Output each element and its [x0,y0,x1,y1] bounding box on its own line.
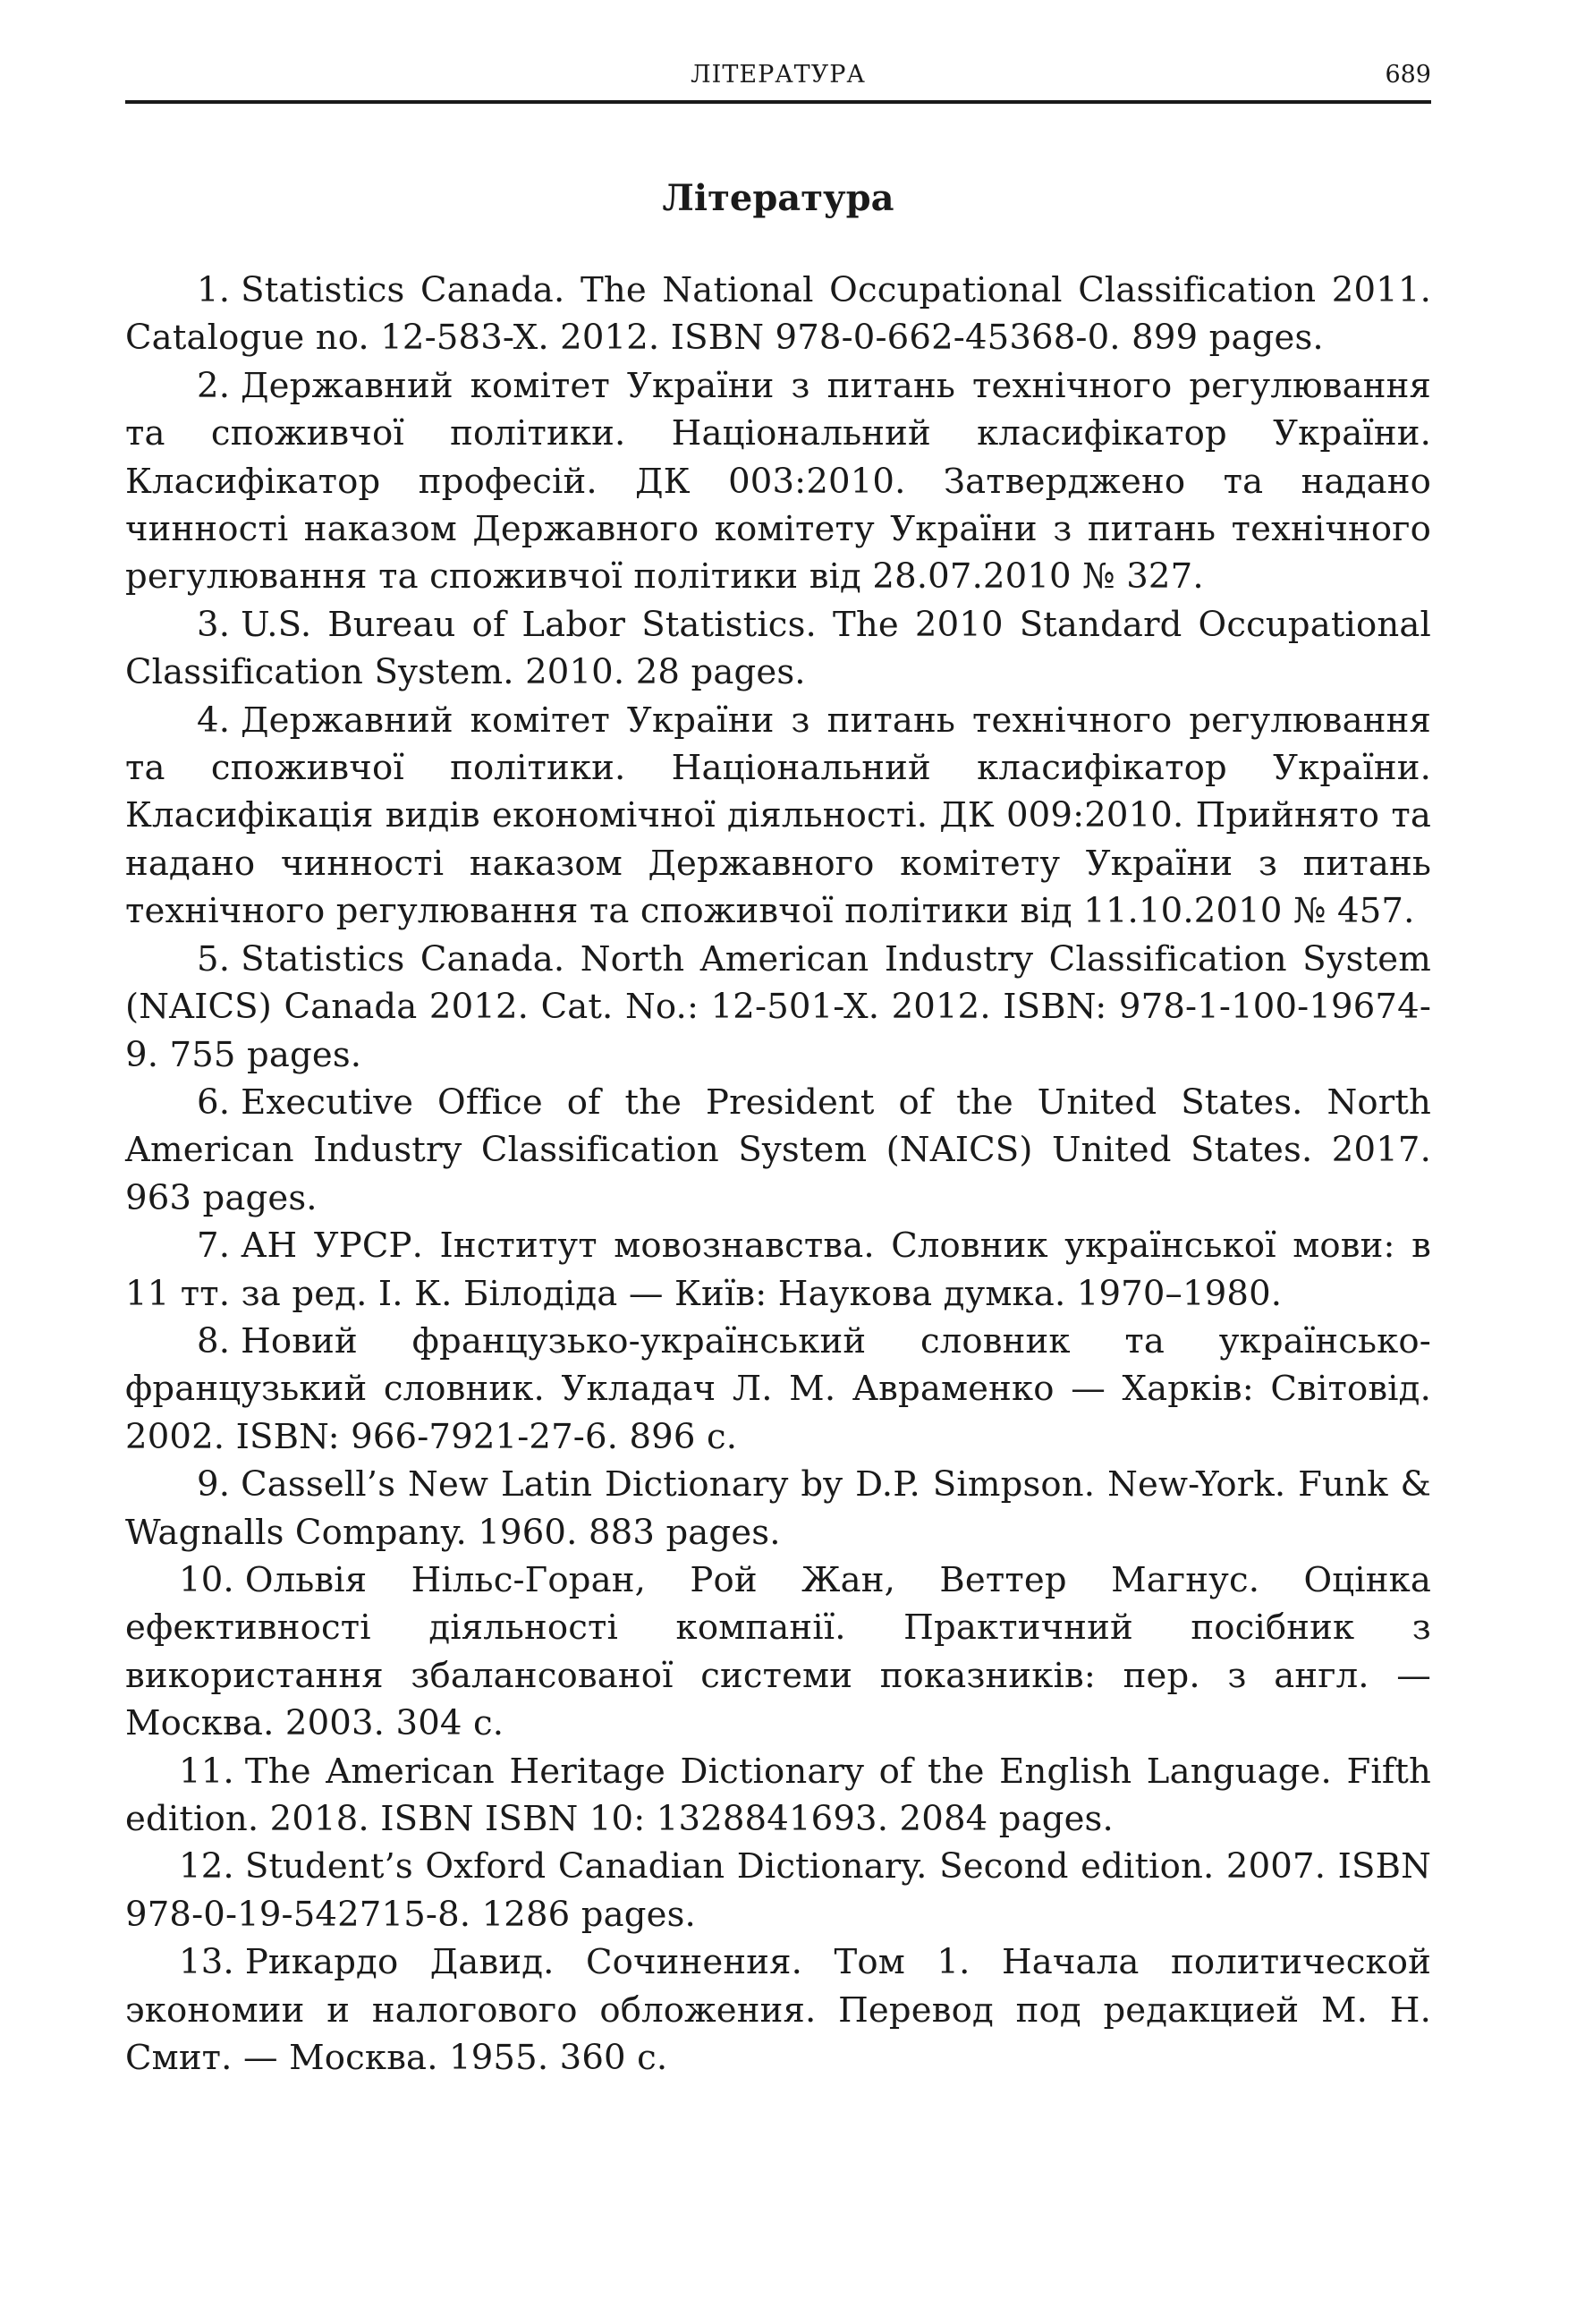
reference-number: 6. [197,1081,231,1123]
reference-item [125,1079,1431,1222]
document-page [125,0,1431,2324]
reference-item [125,1843,1431,1938]
reference-item [125,1318,1431,1461]
reference-number: 11. [179,1751,234,1792]
reference-text: U.S. Bureau of Labor Statistics. The 2010 Standard Occupational Classification System. 2010. 28 pages. [125,604,1431,693]
reference-list [125,267,1431,2082]
reference-number: 12. [179,1846,234,1887]
reference-number: 8. [197,1320,231,1361]
reference-text: АН УРСР. Інститут мовознавства. Словник української мови: в 11 тт. за ред. І. К. Білодіда — Київ: Наукова думка. 1970–1980. [125,1226,1431,1314]
reference-item [125,362,1431,601]
running-head-title: ЛІТЕРАТУРА [691,61,866,89]
reference-text: Executive Office of the President of the United States. North American Industry Classification System (NAICS) United States. 2017. 963 pages. [125,1081,1431,1218]
reference-text: Державний комітет України з питань технічного регулювання та споживчої політики. Національний класифікатор України. Класифікація видів економічної діяльності. ДК 009:2010. Прийнято та надано чинності наказом Державного комітету України з питань технічного регулювання та споживчої політики від 11.10.2010 № 457. [125,700,1431,932]
reference-item [125,936,1431,1079]
reference-text: Новий французько-український словник та українсько-французький словник. Укладач Л. М. Авраменко — Харків: Світовід. 2002. ISBN: 966-7921-27-6. 896 с. [125,1320,1431,1457]
reference-text: Рикардо Давид. Сочинения. Том 1. Начала политической экономии и налогового обложения. Перевод под редакцией М. Н. Смит. — Москва. 1955. 360 с. [125,1942,1431,2079]
reference-item [125,1748,1431,1844]
reference-text: Державний комітет України з питань технічного регулювання та споживчої політики. Національний класифікатор України. Класифікатор професій. ДК 003:2010. Затверджено та надано чинності наказом Державного комітету України з питань технічного регулювання та споживчої політики від 28.07.2010 № 327. [125,365,1431,598]
reference-number: 10. [179,1559,234,1600]
reference-number: 3. [197,604,231,645]
reference-number: 4. [197,700,231,741]
running-head [125,61,1431,100]
reference-number: 7. [197,1226,231,1267]
section-heading: Література [662,177,894,219]
reference-number: 9. [197,1464,231,1506]
reference-text: Statistics Canada. The National Occupational Classification 2011. Catalogue no. 12-583-X. 2012. ISBN 978-0-662-45368-0. 899 pages. [125,270,1431,359]
header-rule [125,100,1431,104]
reference-item [125,267,1431,362]
reference-text: The American Heritage Dictionary of the English Language. Fifth edition. 2018. ISBN ISBN 10: 1328841693. 2084 pages. [125,1751,1431,1839]
reference-number: 1. [197,270,231,310]
reference-text: Ольвія Нільс-Горан, Рой Жан, Веттер Магнус. Оцінка ефективності діяльності компанії. Практичний посібник з використання збалансованої системи показників: пер. з англ. — Москва. 2003. 304 с. [125,1559,1431,1744]
reference-number: 13. [179,1942,234,1983]
page-number: 689 [1385,61,1431,89]
reference-item [125,697,1431,936]
reference-number: 2. [197,365,231,406]
reference-text: Statistics Canada. North American Industry Classification System (NAICS) Canada 2012. Cat. No.: 12-501-X. 2012. ISBN: 978-1-100-19674-9. 755 pages. [125,938,1431,1075]
reference-item [125,601,1431,697]
reference-item [125,1556,1431,1748]
reference-item [125,1938,1431,2082]
reference-text: Student’s Oxford Canadian Dictionary. Second edition. 2007. ISBN 978-0-19-542715-8. 1286 pages. [125,1846,1431,1935]
reference-item [125,1461,1431,1556]
reference-number: 5. [197,938,231,980]
reference-item [125,1222,1431,1318]
reference-text: Cassell’s New Latin Dictionary by D.P. Simpson. New-York. Funk & Wagnalls Company. 1960. 883 pages. [125,1464,1431,1553]
